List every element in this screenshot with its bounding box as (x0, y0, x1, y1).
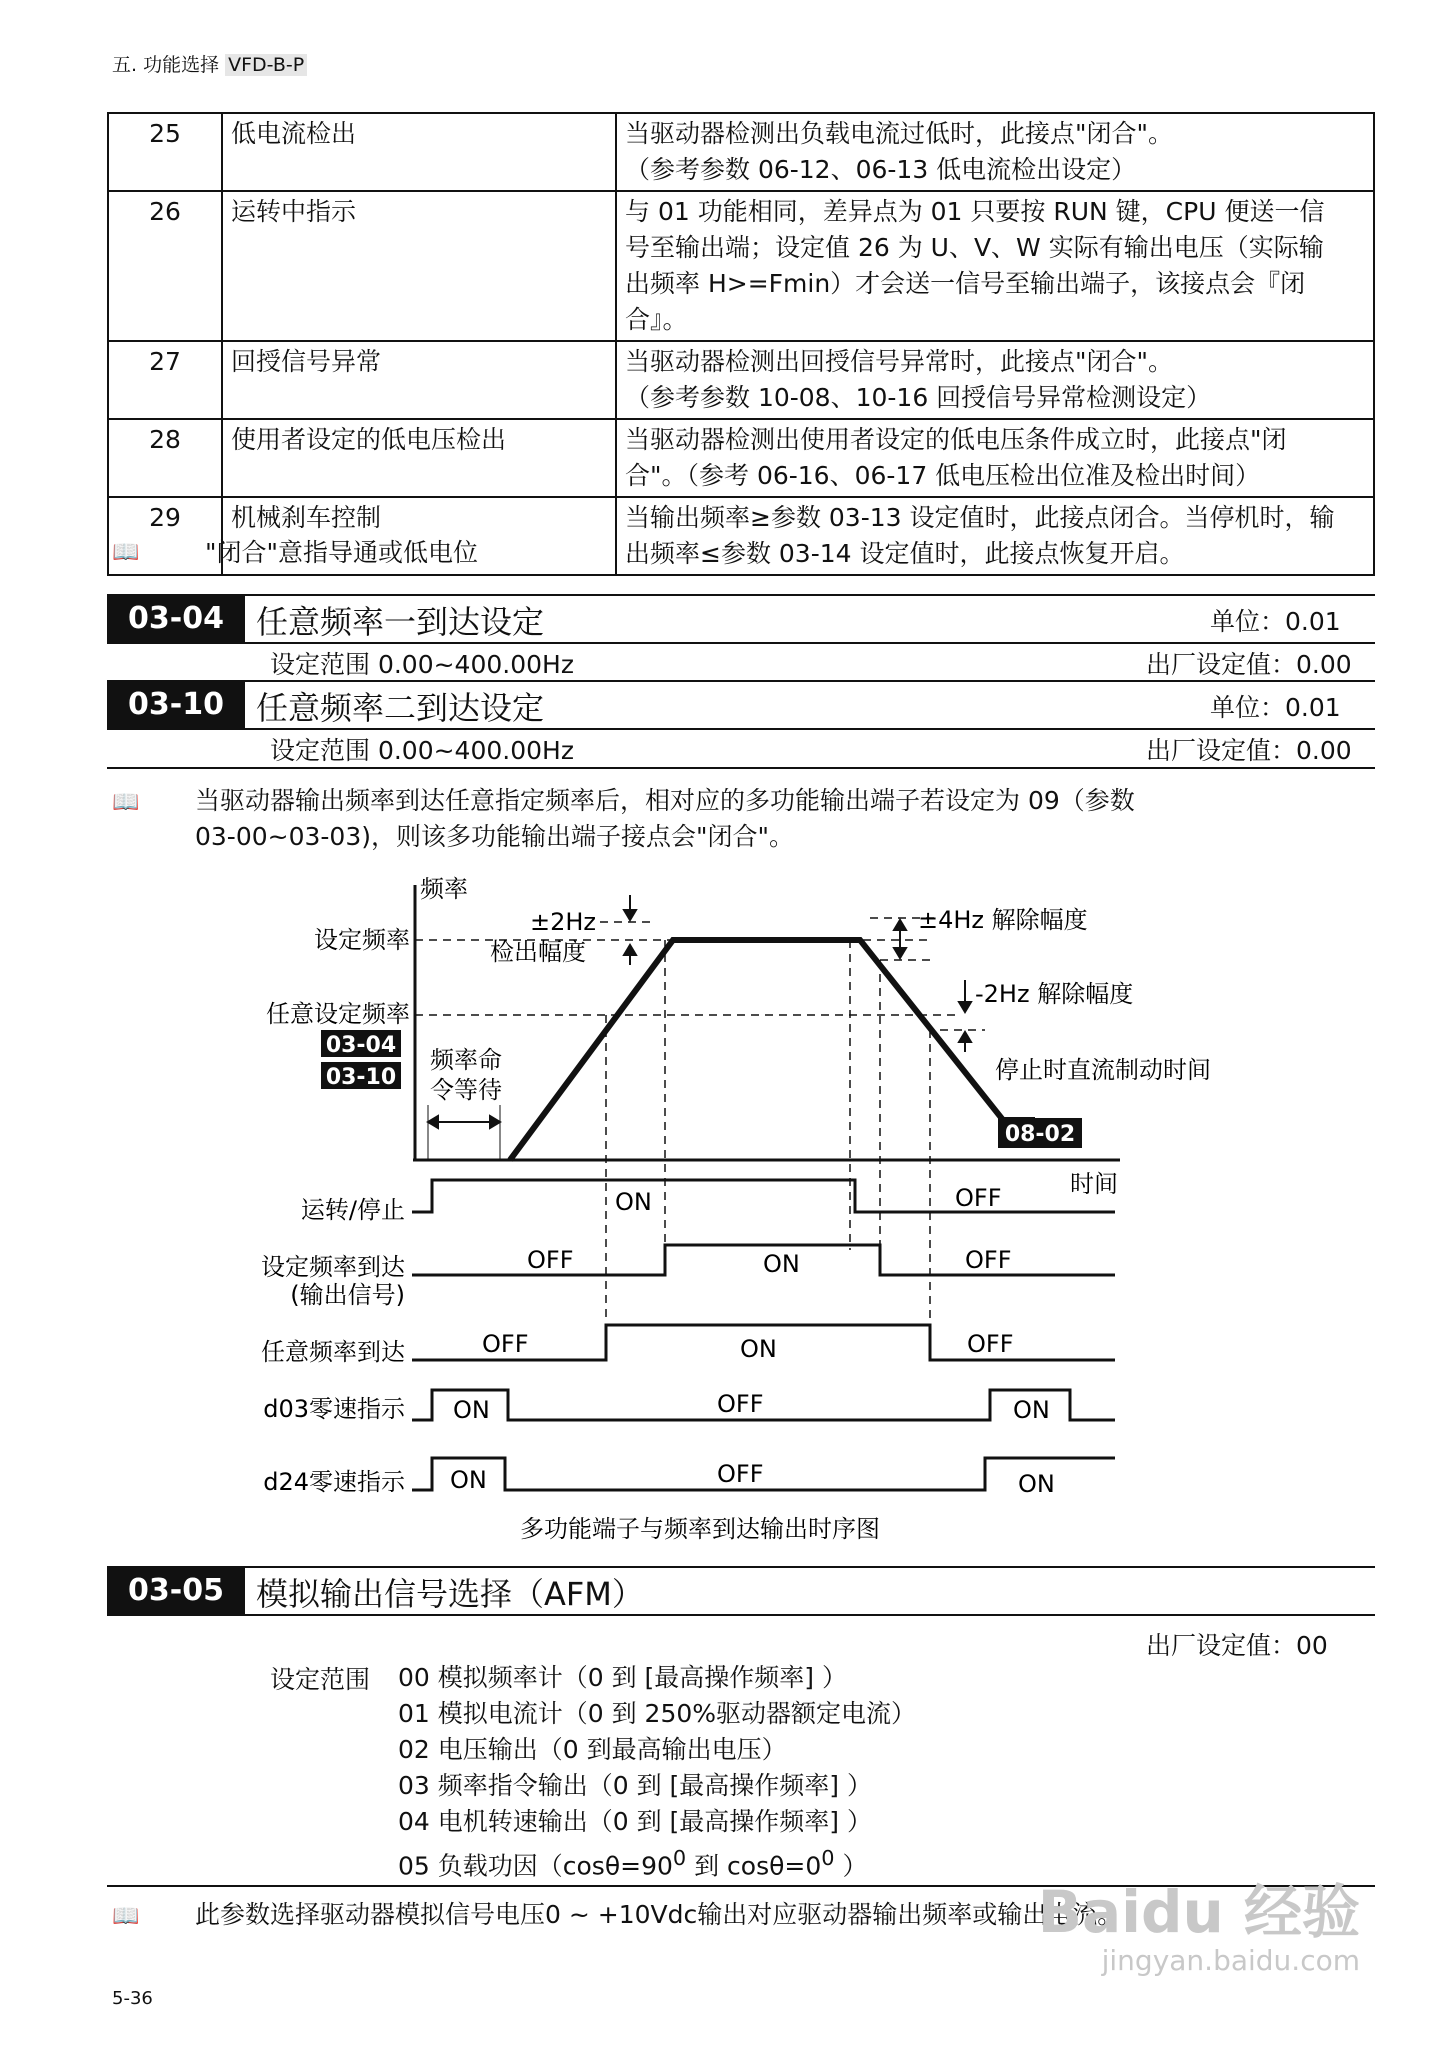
row-function: 机械刹车控制 (222, 497, 616, 575)
table-row (108, 341, 1374, 419)
state-off: OFF (717, 1460, 764, 1488)
state-off: OFF (967, 1330, 1014, 1358)
pm4-label: ±4Hz 解除幅度 (918, 906, 1088, 934)
state-on: ON (615, 1188, 652, 1216)
state-on: ON (453, 1396, 490, 1424)
note-afm: 此参数选择驱动器模拟信号电压0 ~ +10Vdc输出对应驱动器输出频率或输出电流。 (195, 1900, 1123, 1929)
afm-option (398, 1840, 916, 1884)
divider (107, 1566, 1375, 1568)
row-label-d24: d24零速指示 (263, 1468, 405, 1496)
row-function: 回授信号异常 (222, 341, 616, 419)
set-freq-label: 设定频率 (314, 926, 410, 954)
state-off: OFF (527, 1246, 574, 1274)
wait-label-1: 频率命 (430, 1046, 502, 1074)
afm-option: 04 电机转速输出（0 到 [最高操作频率] ） (398, 1807, 873, 1836)
state-off: OFF (955, 1184, 1002, 1212)
param-code: 03-04 (107, 596, 245, 642)
param-default: 出厂设定值：0.00 (1146, 736, 1352, 765)
any-freq-label: 任意设定频率 (266, 1000, 410, 1028)
header-prefix: 五. 功能选择 (112, 54, 226, 76)
param-title: 任意频率一到达设定 (256, 603, 545, 641)
row-label-set-reach: 设定频率到达 (261, 1253, 405, 1281)
param-title: 模拟输出信号选择（AFM） (256, 1575, 644, 1613)
row-function: 使用者设定的低电压检出 (222, 419, 616, 497)
row-label-run-stop: 运转/停止 (300, 1196, 405, 1224)
watermark-logo: Baidu 经验 (1037, 1878, 1360, 1946)
note-line: 03-00~03-03)，则该多功能输出端子接点会"闭合"。 (195, 822, 794, 851)
row-number: 28 (108, 419, 222, 497)
state-on: ON (450, 1466, 487, 1494)
header-model: VFD-B-P (225, 54, 307, 76)
afm-option: 01 模拟电流计（0 到 250%驱动器额定电流） (398, 1699, 917, 1728)
opt-text: 到 cosθ=0 (686, 1851, 822, 1881)
desc-line: 与 01 功能相同，差异点为 01 只要按 RUN 键，CPU 便送一信 (625, 197, 1325, 226)
divider (107, 642, 1375, 644)
frequency-curve (510, 940, 1035, 1160)
opt-text: ） (834, 1851, 868, 1881)
row-label-any-reach: 任意频率到达 (261, 1338, 405, 1366)
row-number: 29 (108, 497, 222, 575)
row-description (616, 191, 1374, 341)
row-number: 26 (108, 191, 222, 341)
dc-brake-label: 停止时直流制动时间 (995, 1056, 1211, 1084)
note-frequency-reach (195, 783, 1135, 855)
desc-line: 出频率 H>=Fmin）才会送一信号至输出端子，该接点会『闭合』。 (625, 269, 1306, 334)
param-code: 03-05 (107, 1568, 245, 1614)
afm-option: 02 电压输出（0 到最高输出电压） (398, 1735, 787, 1764)
code-03-10: 03-10 (325, 1065, 397, 1090)
param-unit: 单位：0.01 (1210, 607, 1341, 636)
watermark-url: jingyan.baidu.com (1101, 1944, 1360, 1977)
state-on: ON (740, 1335, 777, 1363)
m2-label: -2Hz 解除幅度 (975, 980, 1134, 1008)
desc-line: 当驱动器检测出使用者设定的低电压条件成立时，此接点"闭 (625, 425, 1287, 454)
table-row (108, 419, 1374, 497)
desc-line: 合"。（参考 06-16、06-17 低电压检出位准及检出时间） (625, 461, 1261, 490)
page-number: 5-36 (112, 1988, 153, 2009)
signal-d03 (412, 1390, 1115, 1420)
opt-text: 05 负载功因（cosθ=90 (398, 1851, 673, 1881)
afm-option: 00 模拟频率计（0 到 [最高操作频率] ） (398, 1663, 848, 1692)
diagram-caption: 多功能端子与频率到达输出时序图 (520, 1515, 880, 1540)
note-line: 当驱动器输出频率到达任意指定频率后，相对应的多功能输出端子若设定为 09（参数 (195, 786, 1135, 815)
page-header (112, 50, 307, 77)
state-on: ON (763, 1250, 800, 1278)
row-number: 27 (108, 341, 222, 419)
desc-line: 号至输出端；设定值 26 为 U、V、W 实际有输出电压（实际输 (625, 233, 1324, 262)
opt-sup: 0 (672, 1846, 687, 1870)
signal-d24 (412, 1458, 1115, 1490)
divider (107, 1614, 1375, 1616)
x-axis-label: 时间 (1070, 1170, 1118, 1198)
divider (107, 594, 1375, 596)
table-row (108, 113, 1374, 191)
state-off: OFF (482, 1330, 529, 1358)
row-description (616, 497, 1374, 575)
param-range-label: 设定范围 (270, 1665, 371, 1694)
divider (107, 767, 1375, 769)
desc-line: （参考参数 10-08、10-16 回授信号异常检测设定） (625, 383, 1212, 412)
signal-run-stop (412, 1180, 1115, 1212)
row-description (616, 113, 1374, 191)
divider (107, 680, 1375, 682)
state-off: OFF (965, 1246, 1012, 1274)
y-axis-label: 频率 (420, 875, 468, 903)
table-row (108, 191, 1374, 341)
book-icon: 📖 (112, 790, 140, 815)
param-range: 设定范围 0.00~400.00Hz (270, 736, 574, 765)
opt-sup: 0 (821, 1846, 835, 1870)
code-08-02: 08-02 (1004, 1122, 1076, 1147)
state-on: ON (1013, 1396, 1050, 1424)
desc-line: 当驱动器检测出负载电流过低时，此接点"闭合"。 (625, 119, 1173, 148)
note-closed-meaning: "闭合"意指导通或低电位 (205, 538, 478, 567)
param-default: 出厂设定值：0.00 (1146, 650, 1352, 679)
desc-line: 当驱动器检测出回授信号异常时，此接点"闭合"。 (625, 347, 1173, 376)
param-range: 设定范围 0.00~400.00Hz (270, 650, 574, 679)
timing-diagram (0, 860, 1452, 1540)
row-function: 低电流检出 (222, 113, 616, 191)
state-off: OFF (717, 1390, 764, 1418)
param-code: 03-10 (107, 682, 245, 728)
divider (107, 728, 1375, 730)
afm-option: 03 频率指令输出（0 到 [最高操作频率] ） (398, 1771, 873, 1800)
desc-line: （参考参数 06-12、06-13 低电流检出设定） (625, 155, 1137, 184)
param-title: 任意频率二到达设定 (256, 689, 545, 727)
row-description (616, 341, 1374, 419)
function-table (107, 112, 1375, 576)
desc-line: 出频率≤参数 03-14 设定值时，此接点恢复开启。 (625, 539, 1185, 568)
row-description (616, 419, 1374, 497)
pm2-label: ±2Hz (530, 908, 597, 936)
row-label-d03: d03零速指示 (263, 1395, 405, 1423)
desc-line: 当输出频率≥参数 03-13 设定值时，此接点闭合。当停机时，输 (625, 503, 1335, 532)
code-03-04: 03-04 (325, 1033, 397, 1058)
row-number: 25 (108, 113, 222, 191)
param-default: 出厂设定值：00 (1146, 1631, 1328, 1660)
param-unit: 单位：0.01 (1210, 693, 1341, 722)
row-function: 运转中指示 (222, 191, 616, 341)
watermark (1038, 1880, 1360, 1977)
book-icon: 📖 (112, 540, 140, 565)
detect-label: 检出幅度 (490, 938, 586, 966)
book-icon: 📖 (112, 1904, 140, 1929)
afm-option-list (398, 1660, 916, 1884)
wait-label-2: 令等待 (430, 1076, 502, 1104)
state-on: ON (1018, 1470, 1055, 1498)
row-label-output: (输出信号) (290, 1281, 405, 1309)
